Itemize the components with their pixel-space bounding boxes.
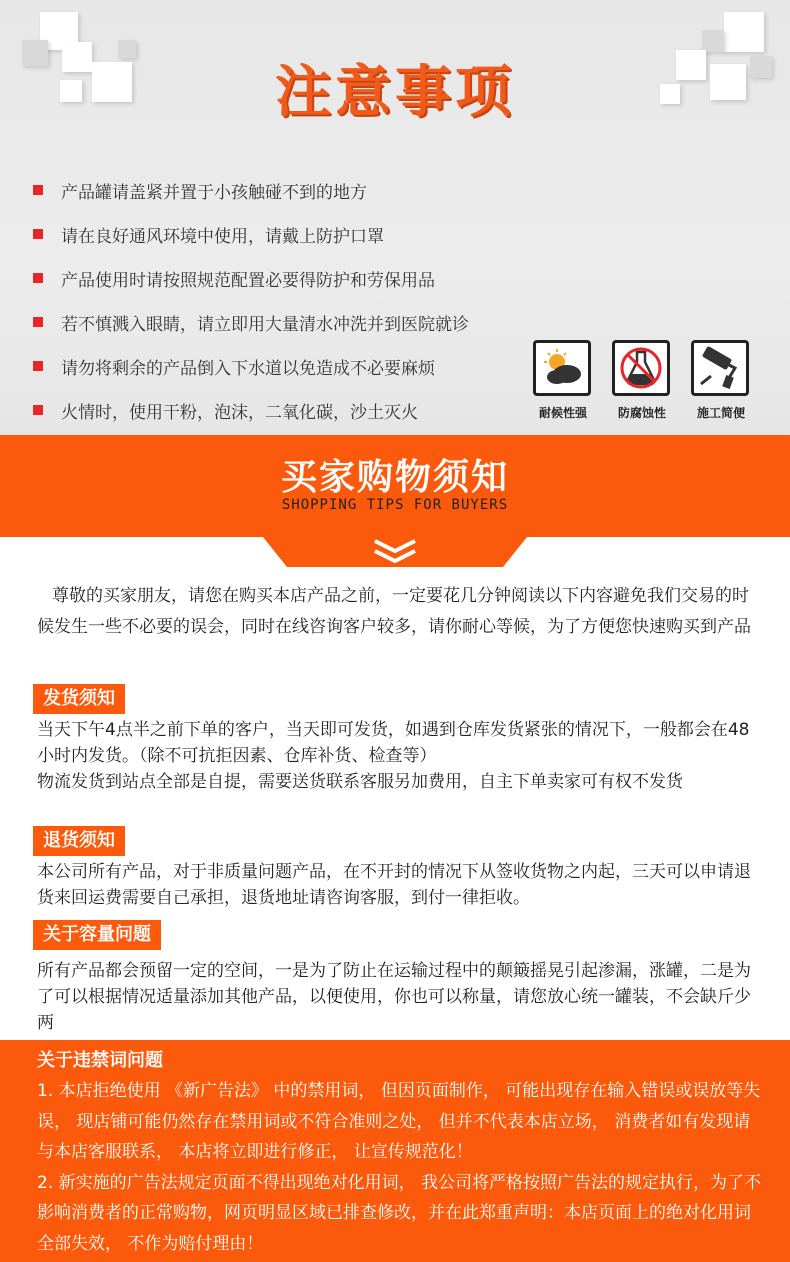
footer-text: 1. 本店拒绝使用 《新广告法》 中的禁用词， 但因页面制作， 可能出现存在输入错误或误放等失误， 现店铺可能仍然存在禁用词或不符合准则之处， 但并不代表本店立场， 消费者如有发现请与本店客服联系， 本店将立即进行修正， 让宣传规范化！ 2. 新实施的广告法规定页面不得出现绝对化用词， 我公司将严格按照广告法的规定执行，为了不影响消费者的正常购物，网页明显区域已排查修改，并在此郑重声明：本店页面上的绝对化用词全部失效， 不作为赔付理由！ <box>37 1081 762 1254</box>
feature-easy-apply: 施工简便 <box>691 340 751 421</box>
bullet-icon <box>33 361 43 371</box>
shopping-tips-banner <box>0 435 790 537</box>
notice-section <box>0 0 790 435</box>
feature-anticorrosion: 防腐蚀性 <box>612 340 672 421</box>
capacity-heading: 关于容量问题 <box>33 920 161 950</box>
capacity-text: 所有产品都会预留一定的空间，一是为了防止在运输过程中的颠簸摇晃引起渗漏，涨罐，二是为了可以根据情况适量添加其他产品，以便使用，你也可以称量，请您放心统一罐装，不会缺斤少两 <box>37 961 751 1033</box>
chevron-down-icon <box>263 537 527 567</box>
feature-weather: 耐候性强 <box>533 340 593 421</box>
decor-cube <box>724 12 764 52</box>
list-item: 产品罐请盖紧并置于小孩触碰不到的地方 <box>33 168 533 212</box>
paint-roller-icon <box>691 340 749 396</box>
notice-list <box>33 168 533 432</box>
bullet-icon <box>33 273 43 283</box>
anticorrosion-icon <box>612 340 670 396</box>
notice-title: 注意事项 <box>275 60 515 125</box>
weather-icon <box>533 340 591 396</box>
bullet-icon <box>33 229 43 239</box>
shipping-heading: 发货须知 <box>33 684 125 714</box>
list-item: 请勿将剩余的产品倒入下水道以免造成不必要麻烦 <box>33 344 533 388</box>
bullet-icon <box>33 185 43 195</box>
list-item: 产品使用时请按照规范配置必要得防护和劳保用品 <box>33 256 533 300</box>
list-item: 请在良好通风环境中使用，请戴上防护口罩 <box>33 212 533 256</box>
returns-heading: 退货须知 <box>33 826 125 856</box>
bullet-icon <box>33 317 43 327</box>
returns-text: 本公司所有产品，对于非质量问题产品，在不开封的情况下从签收货物之内起，三天可以申请退货来回运费需要自己承担，退货地址请咨询客服，到付一律拒收。 <box>37 862 751 908</box>
list-item: 若不慎溅入眼睛，请立即用大量清水冲洗并到医院就诊 <box>33 300 533 344</box>
footer-title: 关于违禁词问题 <box>37 1050 163 1071</box>
banner-subtitle: SHOPPING TIPS FOR BUYERS <box>281 497 509 513</box>
feature-icons <box>533 340 751 421</box>
list-item: 火情时，使用干粉，泡沫，二氧化碳，沙土灭火 <box>33 388 533 432</box>
shipping-text: 当天下午4点半之前下单的客户，当天即可发货，如遇到仓库发货紧张的情况下，一般都会在48小时内发货。（除不可抗拒因素、仓库补货、检查等） 物流发货到站点全部是自提，需要送货联系客服另加费用，自主下单卖家可有权不发货 <box>37 720 750 792</box>
banner-title: 买家购物须知 <box>280 457 509 498</box>
prohibited-words-section <box>0 1040 790 1262</box>
intro-paragraph: 尊敬的买家朋友，请您在购买本店产品之前，一定要花几分钟阅读以下内容避免我们交易的时候发生一些不必要的误会，同时在线咨询客户较多，请你耐心等候，为了方便您快速购买到产品 <box>37 586 751 637</box>
bullet-icon <box>33 405 43 415</box>
